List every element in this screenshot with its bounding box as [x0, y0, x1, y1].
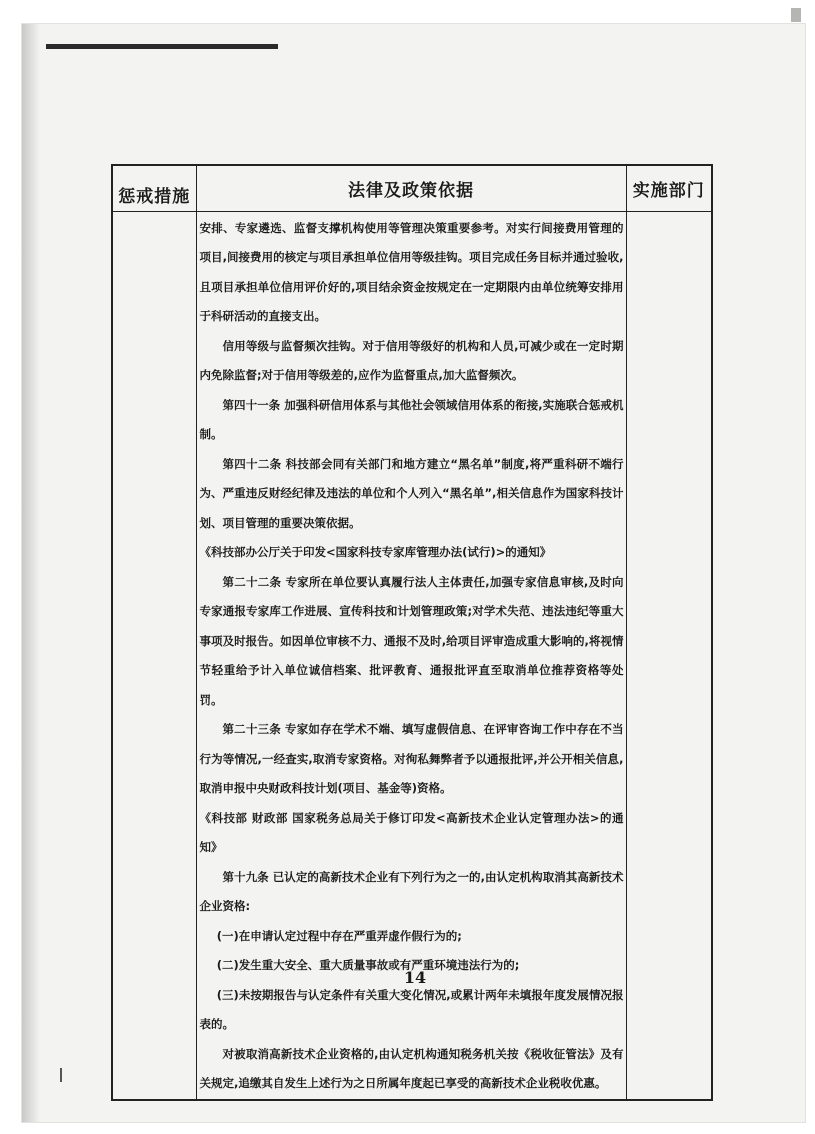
source-document-title: 《科技部 财政部 国家税务总局关于修订印发<高新技术企业认定管理办法>的通知》	[199, 810, 624, 854]
header-rule	[46, 44, 278, 49]
measure-cell	[112, 211, 196, 1100]
legal-paragraph: 安排、专家遴选、监督支撑机构使用等管理决策重要参考。对实行间接费用管理的项目,间接费用的核定与项目承担单位信用等级挂钩。项目完成任务目标并通过验收,且项目承担单位信用评价好的,项目结余资金按规定在一定期限内由单位统筹安排用于科研活动的直接支出。	[199, 220, 624, 323]
department-cell	[626, 211, 712, 1100]
legal-paragraph: 第二十二条 专家所在单位要认真履行法人主体责任,加强专家信息审核,及时向专家通报专家库工作进展、宣传科技和计划管理政策;对学术失范、违法违纪等重大事项及时报告。如因单位审核不力、通报不及时,给项目评审造成重大影响的,将视情节轻重给予计入单位诚信档案、批评教育、通报批评直至取消单位推荐资格等处罚。	[199, 574, 624, 707]
table-header-row	[112, 165, 712, 211]
legal-paragraph: 第二十三条 专家如存在学术不端、填写虚假信息、在评审咨询工作中存在不当行为等情况,一经查实,取消专家资格。对徇私舞弊者予以通报批评,并公开相关信息,取消申报中央财政科技计划(项目、基金等)资格。	[199, 722, 624, 795]
page-number: 14	[403, 968, 427, 987]
legal-paragraph: (三)未按期报告与认定条件有关重大变化情况,或累计两年未填报年度发展情况报表的。	[199, 987, 624, 1031]
scan-corner-mark	[791, 8, 801, 22]
header-legal-basis: 法律及政策依据	[196, 165, 626, 211]
legal-paragraph: 对被取消高新技术企业资格的,由认定机构通知税务机关按《税收征管法》及有关规定,追缴其自发生上述行为之日所属年度起已享受的高新技术企业税收优惠。	[199, 1046, 624, 1090]
legal-paragraph: 第四十二条 科技部会同有关部门和地方建立“黑名单”制度,将严重科研不端行为、严重违反财经纪律及违法的单位和个人列入“黑名单”,相关信息作为国家科技计划、项目管理的重要决策依据。	[199, 456, 624, 530]
legal-paragraph: (二)发生重大安全、重大质量事故或有严重环境违法行为的;	[216, 958, 520, 972]
legal-paragraph: 第四十一条 加强科研信用体系与其他社会领域信用体系的衔接,实施联合惩戒机制。	[199, 397, 624, 441]
header-measure: 惩戒措施	[112, 165, 196, 211]
scan-edge-shadow	[22, 24, 40, 1122]
source-document-title: 《科技部办公厅关于印发<国家科技专家库管理办法(试行)>的通知》	[199, 545, 552, 559]
legal-text	[197, 212, 626, 1099]
scan-margin-mark	[60, 1068, 62, 1082]
header-department: 实施部门	[626, 165, 712, 211]
table-row	[112, 211, 712, 1100]
policy-table	[111, 164, 713, 1101]
legal-paragraph: 信用等级与监督频次挂钩。对于信用等级好的机构和人员,可减少或在一定时期内免除监督;对于信用等级差的,应作为监督重点,加大监督频次。	[199, 338, 624, 382]
legal-basis-cell	[196, 211, 626, 1100]
legal-paragraph: (一)在申请认定过程中存在严重弄虚作假行为的;	[216, 928, 462, 943]
legal-paragraph: 第十九条 已认定的高新技术企业有下列行为之一的,由认定机构取消其高新技术企业资格:	[199, 869, 624, 913]
